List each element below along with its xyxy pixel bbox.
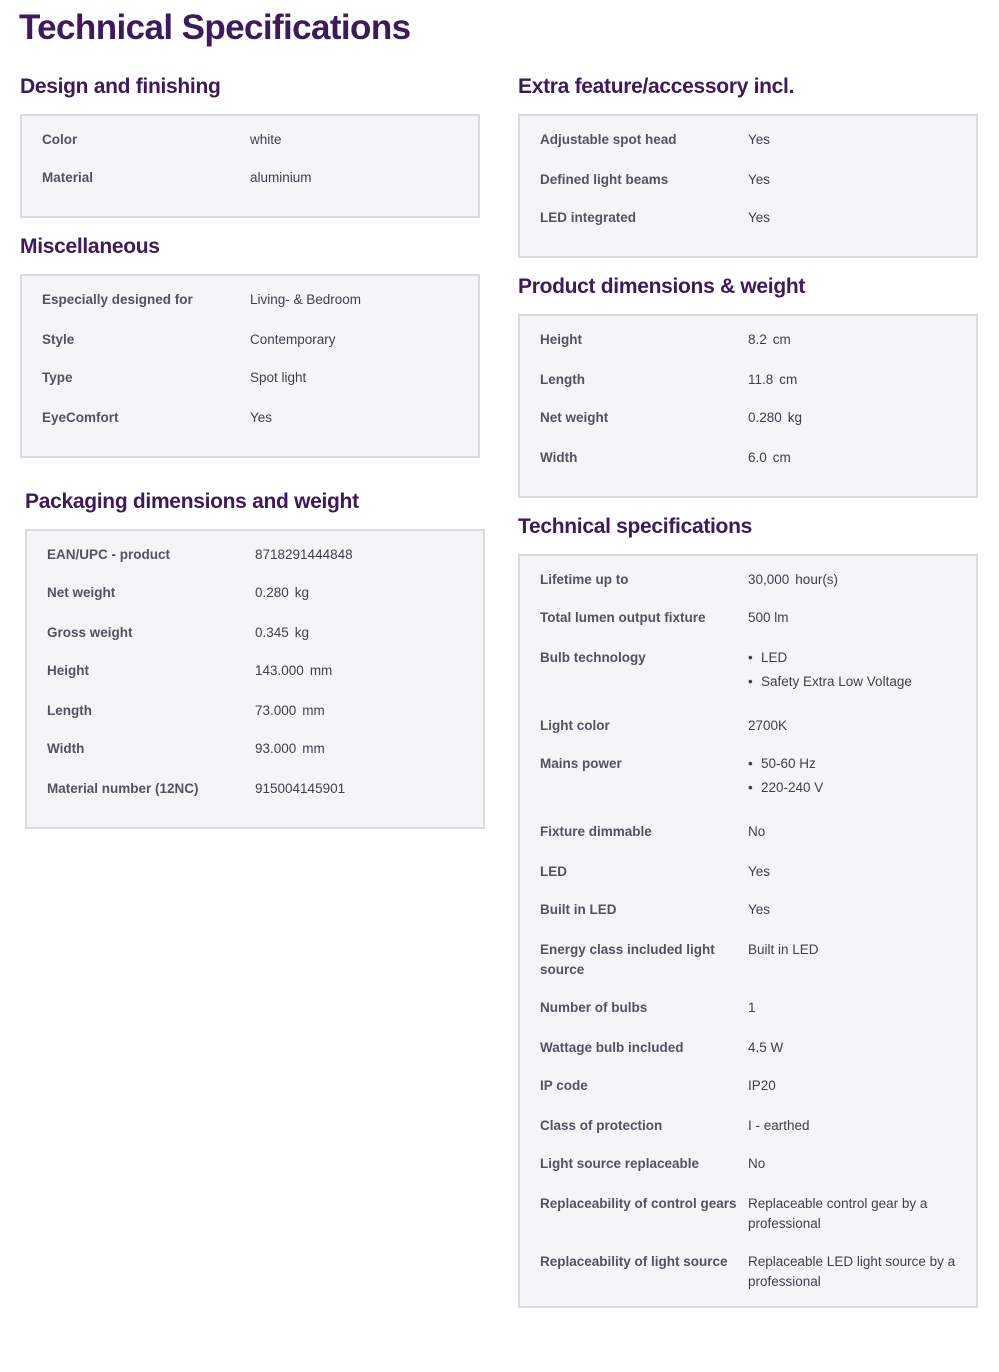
spec-value: Yes	[748, 902, 771, 917]
spec-value: 6.0 cm	[748, 450, 791, 465]
spec-label: Width	[540, 450, 578, 465]
section-miscellaneous	[20, 234, 480, 458]
spec-row	[540, 822, 956, 862]
spec-row	[540, 716, 956, 754]
spec-table	[518, 554, 978, 1308]
spec-row	[540, 170, 956, 208]
spec-value: Yes	[250, 410, 273, 425]
spec-label: Height	[47, 663, 89, 678]
spec-value: white	[250, 132, 282, 147]
spec-table	[518, 114, 978, 258]
spec-label: Replaceability of light source	[540, 1254, 728, 1269]
spec-label: LED	[540, 864, 567, 879]
spec-label: Material	[42, 170, 94, 185]
spec-row	[47, 661, 463, 701]
spec-label: Length	[540, 372, 585, 387]
spec-label: Replaceability of control gears	[540, 1196, 737, 1211]
section-design-finishing	[20, 74, 480, 218]
spec-label: Built in LED	[540, 902, 617, 917]
spec-value: Yes	[748, 210, 771, 225]
spec-value: Spot light	[250, 370, 307, 385]
spec-label: Net weight	[540, 410, 609, 425]
spec-row	[47, 545, 463, 583]
section-heading: Extra feature/accessory incl.	[518, 75, 795, 98]
bullet-list	[748, 754, 956, 798]
spec-label: LED integrated	[540, 210, 637, 225]
page-title: Technical Specifications	[19, 8, 411, 47]
spec-row	[540, 1076, 956, 1116]
section-technical-specs	[518, 514, 978, 1308]
spec-table	[20, 274, 480, 458]
spec-label: Light source replaceable	[540, 1156, 700, 1171]
spec-row	[540, 648, 956, 716]
bullet-list	[748, 648, 956, 692]
spec-row	[540, 940, 956, 998]
spec-label: Type	[42, 370, 73, 385]
spec-value: Built in LED	[748, 942, 819, 957]
spec-row	[540, 1194, 956, 1252]
spec-row	[47, 583, 463, 623]
spec-value: Yes	[748, 864, 771, 879]
spec-label: Style	[42, 332, 75, 347]
section-extra-features	[518, 74, 978, 258]
spec-label: EyeComfort	[42, 410, 119, 425]
spec-row	[540, 1252, 956, 1296]
spec-label: Energy class included light source	[540, 942, 715, 977]
spec-value: 0.345 kg	[255, 625, 310, 640]
spec-row	[540, 1038, 956, 1076]
spec-value: 8.2 cm	[748, 332, 791, 347]
spec-label: Especially designed for	[42, 292, 193, 307]
spec-value: 93.000 mm	[255, 741, 325, 756]
spec-value: 915004145901	[255, 781, 346, 796]
spec-row	[42, 368, 458, 408]
spec-label: Length	[47, 703, 92, 718]
spec-row	[47, 701, 463, 739]
spec-table	[20, 114, 480, 218]
spec-value: 30,000 hour(s)	[748, 572, 839, 587]
spec-label: Number of bulbs	[540, 1000, 648, 1015]
spec-value: Replaceable control gear by a professional	[748, 1196, 928, 1231]
spec-row	[540, 408, 956, 448]
spec-row	[540, 862, 956, 900]
spec-value: 1	[748, 1000, 756, 1015]
list-item: • 50-60 Hz	[748, 756, 816, 771]
spec-label: Height	[540, 332, 582, 347]
spec-label: Width	[47, 741, 85, 756]
spec-label: Net weight	[47, 585, 116, 600]
spec-row	[42, 168, 458, 206]
section-heading: Miscellaneous	[20, 235, 160, 258]
spec-value: 11.8 cm	[748, 372, 798, 387]
spec-value: 0.280 kg	[748, 410, 803, 425]
spec-value: 143.000 mm	[255, 663, 333, 678]
spec-row	[47, 739, 463, 779]
spec-value: No	[748, 1156, 766, 1171]
spec-label: Total lumen output fixture	[540, 610, 706, 625]
spec-row	[540, 570, 956, 608]
spec-row	[540, 998, 956, 1038]
section-heading: Product dimensions & weight	[518, 275, 806, 298]
spec-row	[540, 608, 956, 648]
spec-value: 8718291444848	[255, 547, 353, 562]
spec-value: Living- & Bedroom	[250, 292, 362, 307]
spec-row	[540, 330, 956, 370]
spec-value: No	[748, 824, 766, 839]
spec-row	[47, 779, 463, 817]
section-heading: Packaging dimensions and weight	[25, 490, 359, 513]
spec-row	[42, 408, 458, 446]
spec-label: Bulb technology	[540, 650, 646, 665]
section-product-dimensions	[518, 274, 978, 498]
spec-label: EAN/UPC - product	[47, 547, 170, 562]
spec-value: 4.5 W	[748, 1040, 784, 1055]
section-heading: Technical specifications	[518, 515, 752, 538]
spec-value: aluminium	[250, 170, 312, 185]
spec-row	[47, 623, 463, 661]
spec-row	[540, 130, 956, 170]
spec-value: 0.280 kg	[255, 585, 310, 600]
spec-value: 500 lm	[748, 610, 789, 625]
spec-value: Yes	[748, 132, 771, 147]
spec-row	[42, 130, 458, 168]
list-item: • Safety Extra Low Voltage	[748, 674, 912, 689]
spec-value: 73.000 mm	[255, 703, 325, 718]
spec-value: IP20	[748, 1078, 776, 1093]
spec-value	[748, 754, 956, 822]
spec-value: 2700K	[748, 718, 788, 733]
spec-row	[42, 290, 458, 330]
spec-row	[540, 370, 956, 408]
spec-value: Replaceable LED light source by a professional	[748, 1254, 956, 1289]
spec-row	[540, 448, 956, 486]
spec-label: Light color	[540, 718, 610, 733]
list-item: • LED	[748, 650, 788, 665]
section-packaging	[25, 489, 485, 829]
spec-row	[540, 1154, 956, 1194]
spec-label: Color	[42, 132, 78, 147]
spec-label: Defined light beams	[540, 172, 669, 187]
spec-label: Wattage bulb included	[540, 1040, 684, 1055]
spec-label: Mains power	[540, 756, 622, 771]
spec-row	[540, 208, 956, 246]
spec-value: Yes	[748, 172, 771, 187]
spec-label: Adjustable spot head	[540, 132, 677, 147]
spec-label: Fixture dimmable	[540, 824, 652, 839]
spec-label: IP code	[540, 1078, 588, 1093]
spec-label: Lifetime up to	[540, 572, 629, 587]
spec-value: I - earthed	[748, 1118, 810, 1133]
spec-row	[540, 754, 956, 822]
spec-label: Gross weight	[47, 625, 133, 640]
spec-value	[748, 648, 956, 716]
spec-table	[518, 314, 978, 498]
section-heading: Design and finishing	[20, 75, 221, 98]
spec-row	[540, 900, 956, 940]
spec-label: Class of protection	[540, 1118, 663, 1133]
spec-row	[42, 330, 458, 368]
spec-row	[540, 1116, 956, 1154]
spec-table	[25, 529, 485, 829]
spec-value: Contemporary	[250, 332, 336, 347]
list-item: • 220-240 V	[748, 780, 824, 795]
spec-label: Material number (12NC)	[47, 781, 199, 796]
